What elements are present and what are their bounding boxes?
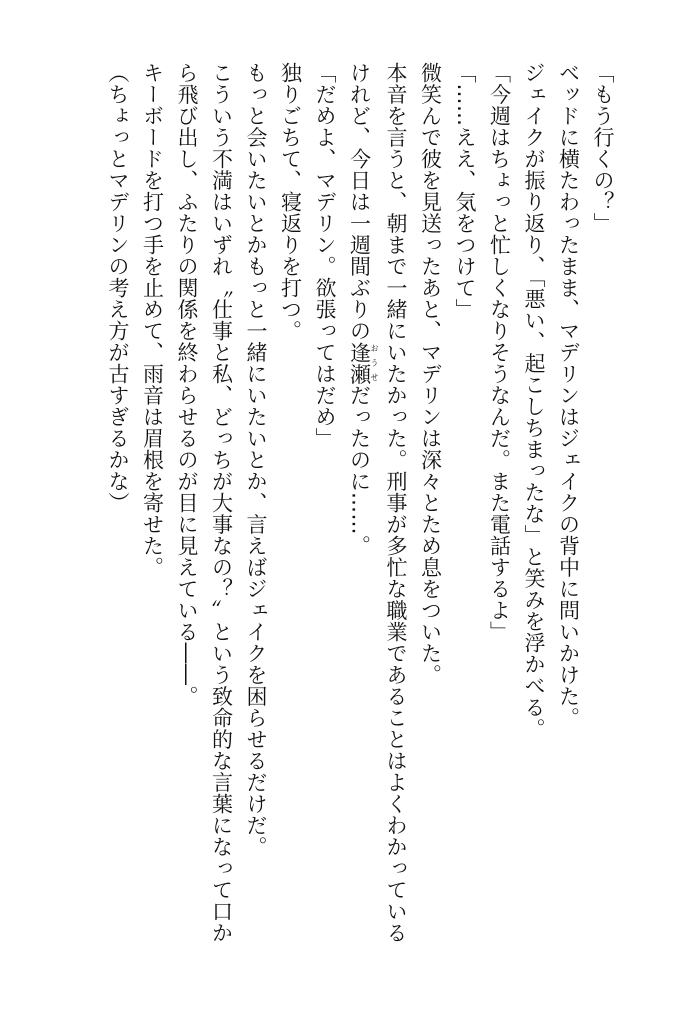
vertical-text-body [101,62,621,962]
text-line-8-end: だったのに……。 [347,384,372,557]
text-line-7: 本音を言うと、朝まで一緒にいたかった。刑事が多忙な職業であることはよくわかっている [384,62,408,944]
text-line-1: 「もう行くの？」 [591,62,615,234]
text-line-9: 「だめよ、マデリン。欲張ってはだめ」 [313,62,337,449]
text-line-12: こういう不満はいずれ〝仕事と私、どっちが大事なの？〟という致命的な言葉になって口か [209,62,234,944]
ruby-reading: おうせ [370,341,379,385]
text-line-5: 「……ええ、気をつけて」 [453,62,477,320]
ruby-ouse [347,341,379,385]
text-line-2: ベッドに横たわったまま、マデリンはジェイクの背中に問いかけた。 [556,62,581,729]
text-line-15: （ちょっとマデリンの考え方が古すぎるかな） [106,62,130,514]
text-line-8-start: けれど、今日は一週間ぶりの [347,62,372,342]
text-line-3: ジェイクが振り返り、「悪い、起こしちまったな」と笑みを浮かべる。 [522,62,546,740]
text-line-13: ら飛び出し、ふたりの関係を終わらせるのが目に見えている――。 [175,62,199,707]
ruby-base: 逢瀬 [347,341,372,385]
text-line-4: 「今週はちょっと忙しくなりそうなんだ。また電話するよ」 [487,62,512,643]
text-line-6: 微笑んで彼を見送ったあと、マデリンは深々とため息をついた。 [418,62,443,686]
text-line-10: 独りごちて、寝返りを打つ。 [278,62,303,342]
text-line-8 [342,62,379,962]
text-line-11: もっと会いたいとかもっと一緒にいたいとか、言えばジェイクを困らせるだけだ。 [244,62,268,858]
text-line-14: キーボードを打つ手を止めて、雨音は眉根を寄せた。 [140,62,165,578]
